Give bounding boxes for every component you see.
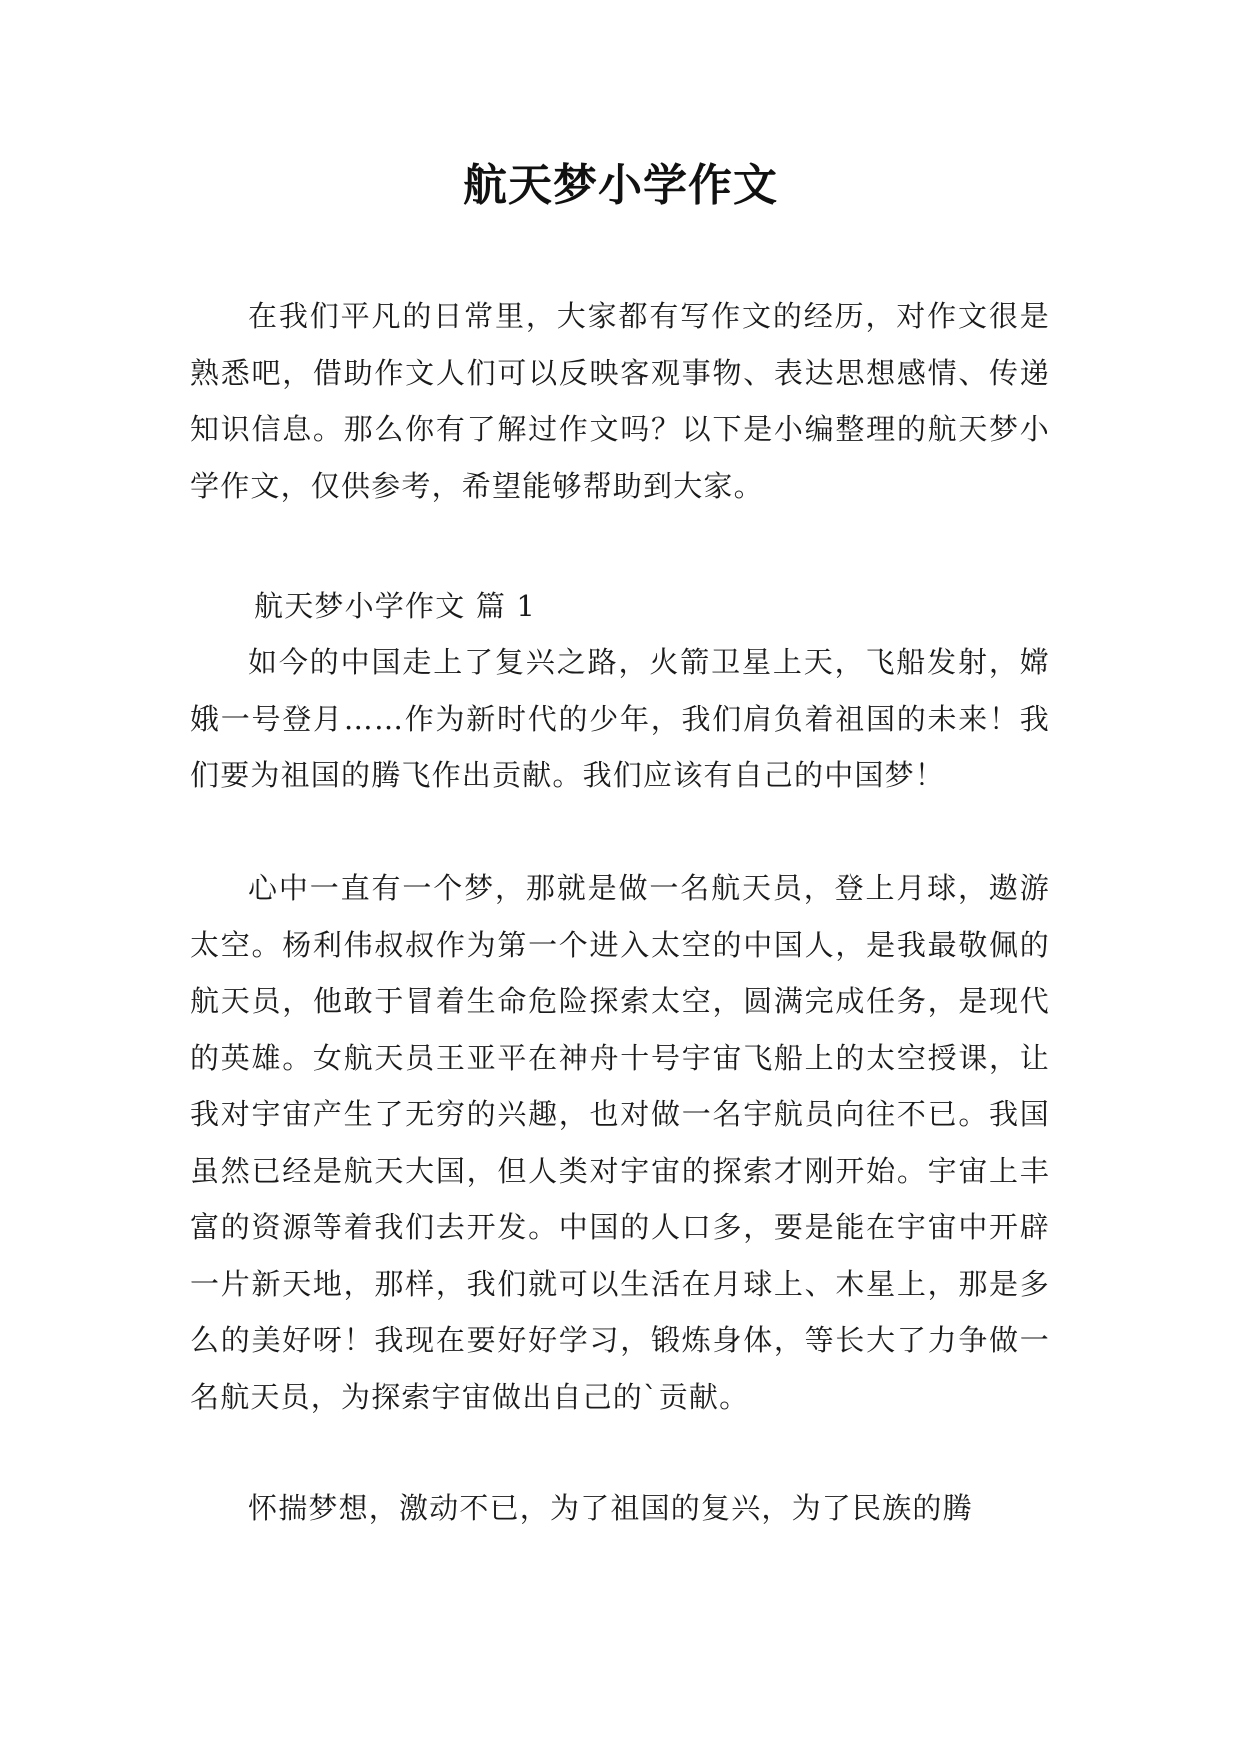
body-paragraph: 如今的中国走上了复兴之路，火箭卫星上天，飞船发射，嫦娥一号登月……作为新时代的少年，我们肩负着祖国的未来！我们要为祖国的腾飞作出贡献。我们应该有自己的中国梦！ <box>190 645 1050 792</box>
section-heading: 航天梦小学作文 篇 1 <box>254 589 537 623</box>
body-paragraph: 心中一直有一个梦，那就是做一名航天员，登上月球，遨游太空。杨利伟叔叔作为第一个进入太空的中国人，是我最敬佩的航天员，他敢于冒着生命危险探索太空，圆满完成任务，是现代的英雄。女航天员王亚平在神舟十号宇宙飞船上的太空授课，让我对宇宙产生了无穷的兴趣，也对做一名宇航员向往不已。我国虽然已经是航天大国，但人类对宇宙的探索才刚开始。宇宙上丰富的资源等着我们去开发。中国的人口多，要是能在宇宙中开辟一片新天地，那样，我们就可以生活在月球上、木星上，那是多么的美好呀！我现在要好好学习，锻炼身体，等长大了力争做一名航天员，为探索宇宙做出自己的`贡献。 <box>190 871 1050 1414</box>
intro-paragraph: 在我们平凡的日常里，大家都有写作文的经历，对作文很是熟悉吧，借助作文人们可以反映客观事物、表达思想感情、传递知识信息。那么你有了解过作文吗？以下是小编整理的航天梦小学作文，仅供参考，希望能够帮助到大家。 <box>190 299 1050 503</box>
body-paragraph: 怀揣梦想，激动不已，为了祖国的复兴，为了民族的腾 <box>248 1491 973 1525</box>
document-title: 航天梦小学作文 <box>463 160 778 211</box>
